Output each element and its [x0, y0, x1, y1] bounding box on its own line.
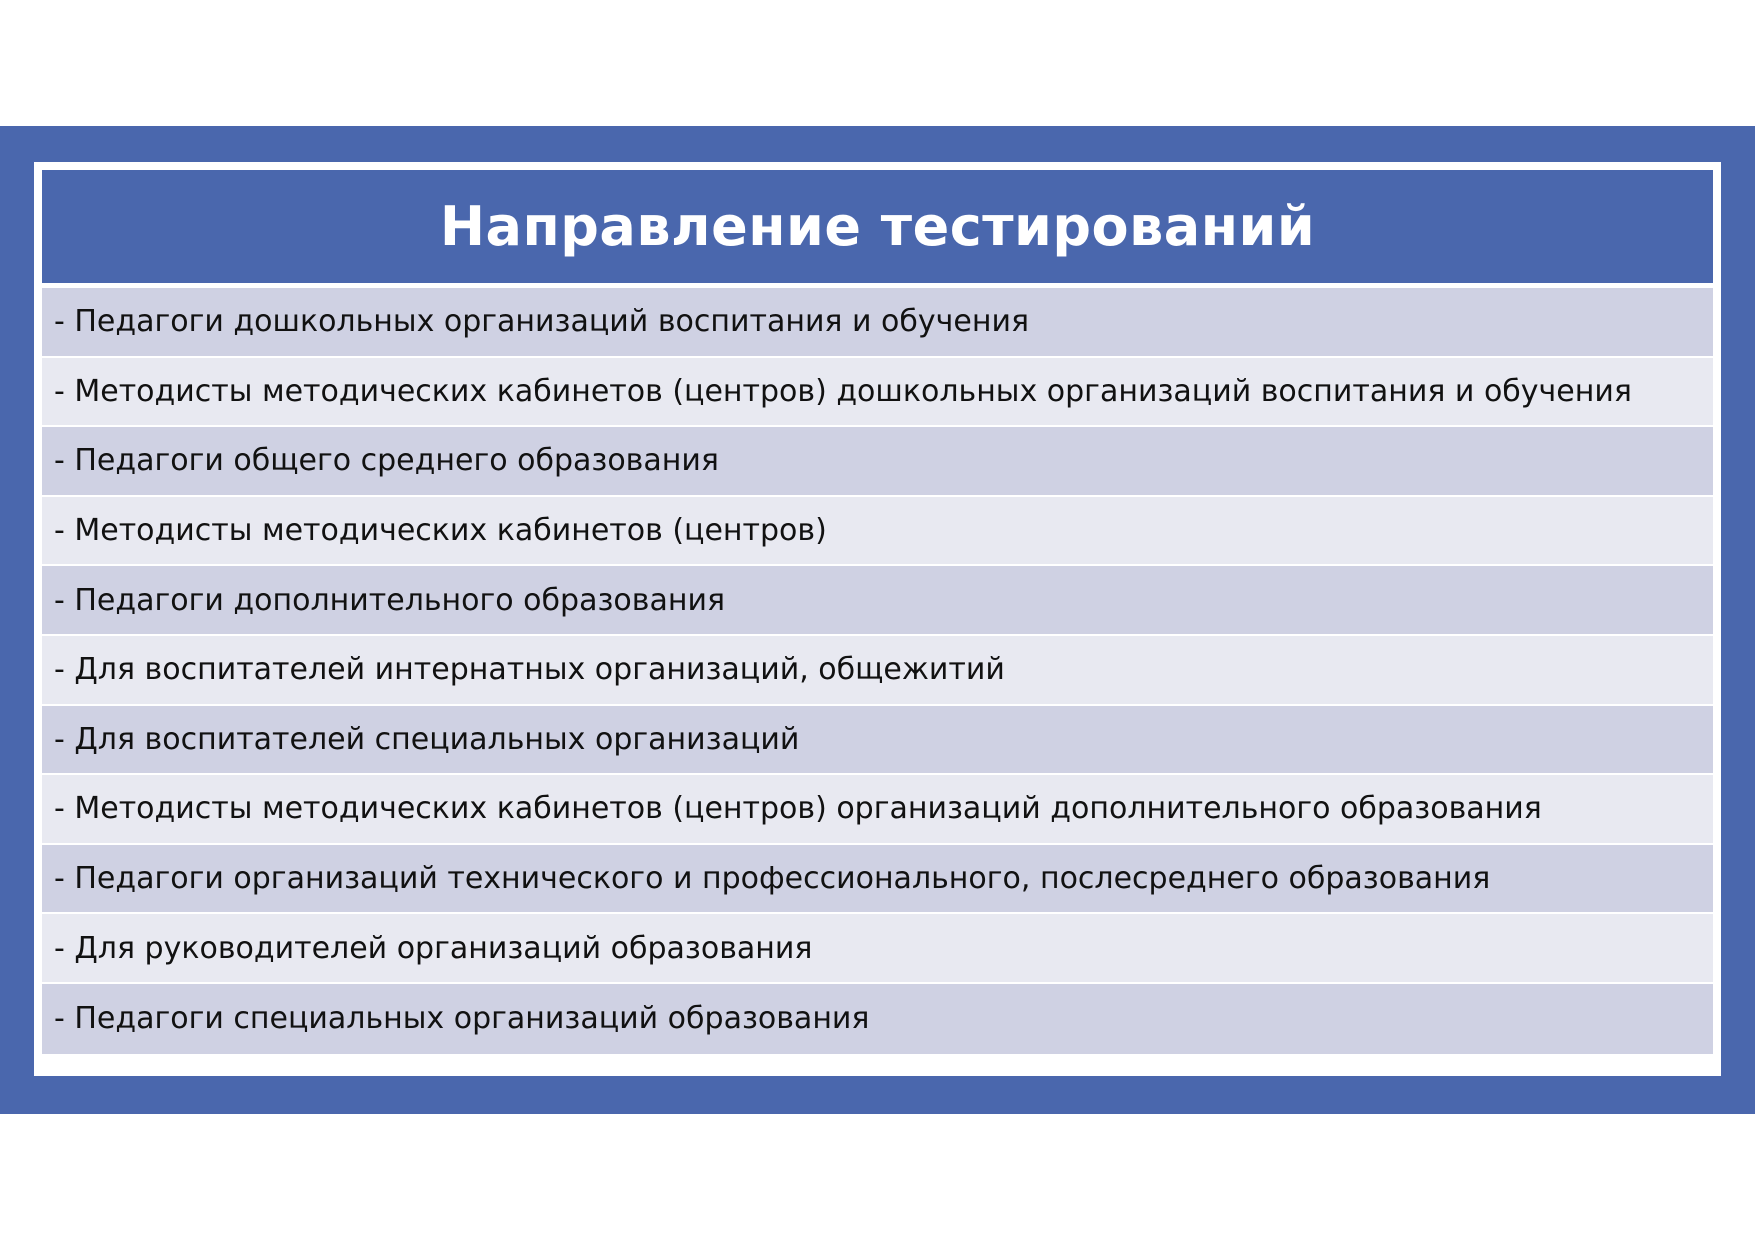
list-item	[42, 566, 1713, 636]
list-item	[42, 706, 1713, 776]
list-item	[42, 984, 1713, 1054]
list-item-text: - Педагоги дошкольных организаций воспитания и обучения	[54, 304, 1029, 340]
list-item-text: - Методисты методических кабинетов (центров)	[54, 513, 827, 549]
table-header	[42, 170, 1713, 283]
blue-band	[0, 126, 1755, 1114]
list-item	[42, 427, 1713, 497]
list-item-text: - Для воспитателей специальных организаций	[54, 721, 800, 757]
list-item	[42, 775, 1713, 845]
list-item-text: - Педагоги общего среднего образования	[54, 443, 719, 479]
list-item-text: - Педагоги специальных организаций образования	[54, 1001, 870, 1037]
list-item-text: - Методисты методических кабинетов (центров) дошкольных организаций воспитания и обучения	[54, 373, 1632, 409]
list-item-text: - Педагоги организаций технического и профессионального, послесреднего образования	[54, 861, 1491, 897]
list-item	[42, 845, 1713, 915]
list-item	[42, 497, 1713, 567]
list-item	[42, 636, 1713, 706]
list-item-text: - Для воспитателей интернатных организаций, общежитий	[54, 652, 1005, 688]
items-list	[42, 288, 1713, 1054]
list-item	[42, 358, 1713, 428]
table-panel	[34, 162, 1721, 1076]
list-item	[42, 288, 1713, 358]
list-item-text: - Педагоги дополнительного образования	[54, 582, 725, 618]
page-title: Направление тестирований	[439, 195, 1316, 258]
list-item-text: - Методисты методических кабинетов (центров) организаций дополнительного образования	[54, 791, 1542, 827]
list-item	[42, 914, 1713, 984]
list-item-text: - Для руководителей организаций образования	[54, 930, 813, 966]
